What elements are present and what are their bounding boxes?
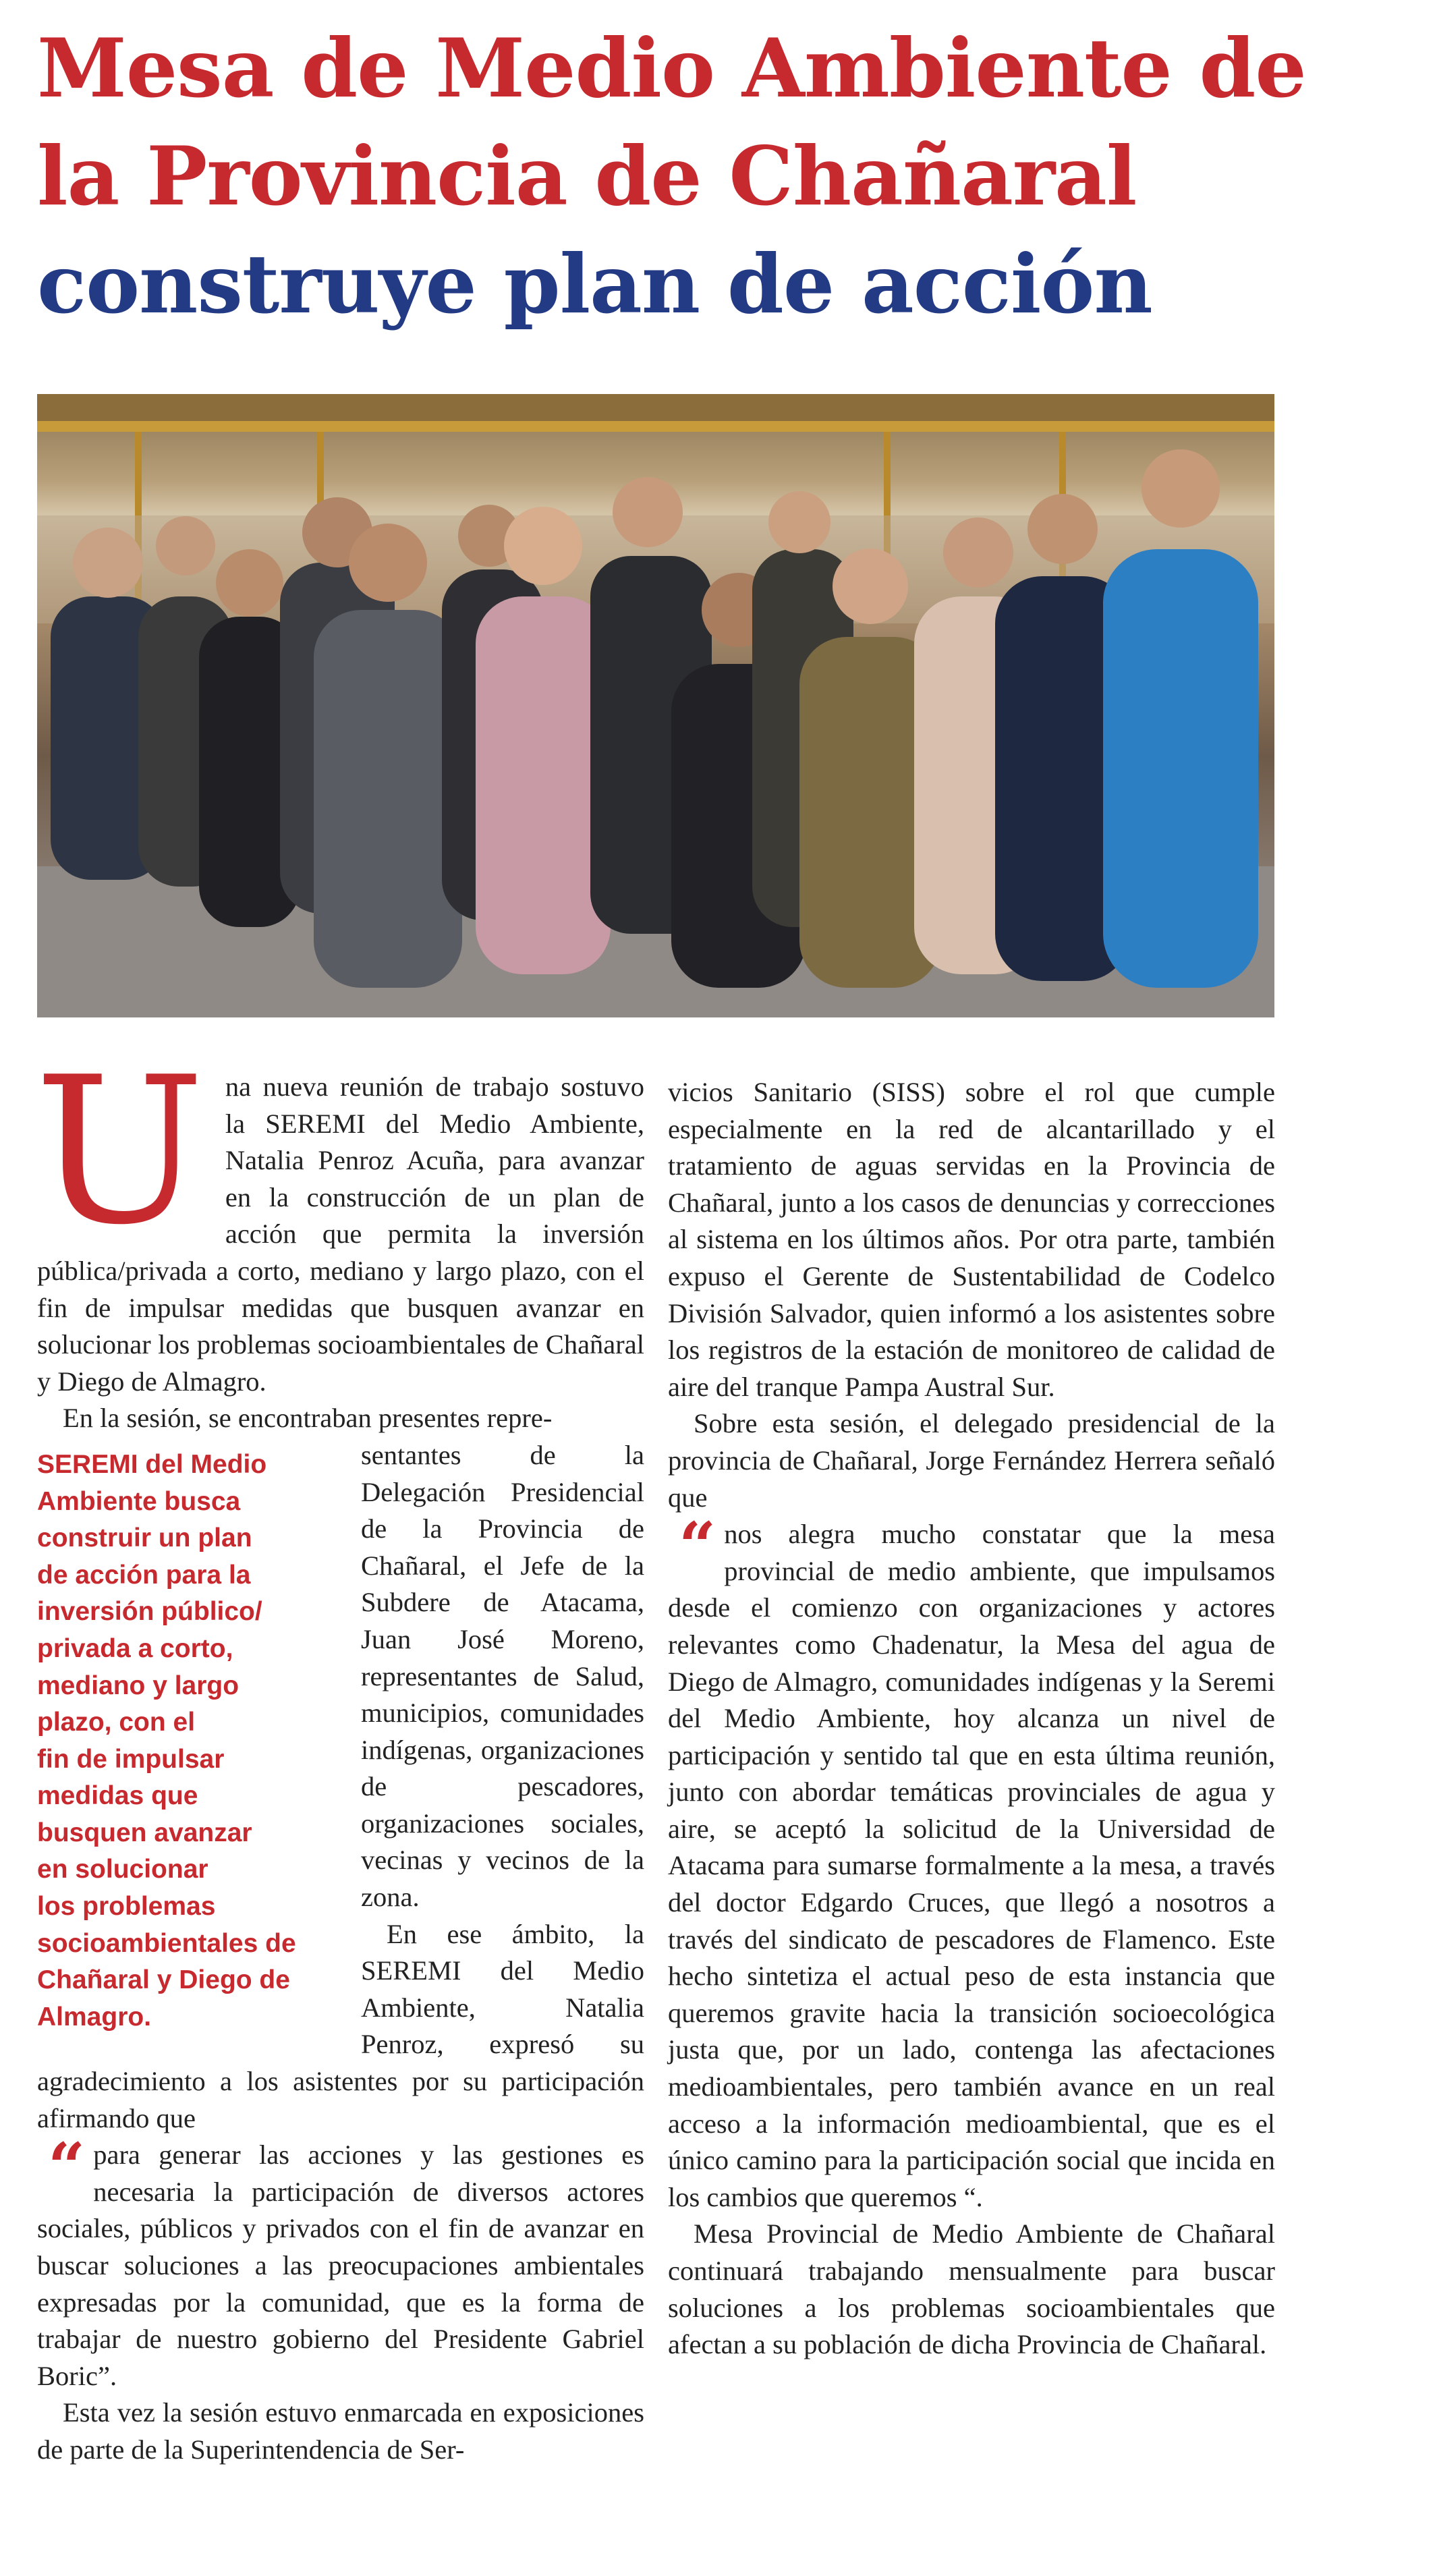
dropcap: U — [34, 1034, 205, 1269]
group-photo-illustration — [37, 394, 1274, 1017]
pull-quote-line: SEREMI del Medio — [37, 1449, 267, 1479]
paragraph-intro: na nueva reunión de trabajo sostuvo la SEREMI del Medio Ambiente, Natalia Penroz Acuña, para avanzar en la construcción de un plan de acción que permita la inversión pública/privada a corto, mediano y largo plazo, con el fin de impulsar medidas que busquen avanzar en solucionar los problemas socioambientales de Chañaral y Diego de Almagro. — [37, 1071, 644, 1397]
pull-quote-line: Almagro. — [37, 2002, 152, 2032]
quote-delegado — [668, 1508, 1275, 2216]
headline-line-2: la Provincia de Chañaral — [37, 129, 1137, 224]
pull-quote-line: Ambiente busca — [37, 1486, 241, 1516]
paragraph-closing: Mesa Provincial de Medio Ambiente de Chañaral continuará trabajando mensualmente para buscar soluciones a los problemas socioambientales que afectan a su población de dicha Provincia de Chañaral. — [668, 2218, 1275, 2360]
pull-quote-line: inversión público/ — [37, 1597, 262, 1627]
column-right — [668, 1074, 1275, 2363]
paragraph-session-lead: En la sesión, se encontraban presentes repre- — [63, 1403, 553, 1434]
pull-quote-line: en solucionar — [37, 1855, 208, 1884]
paragraph-delegado: Sobre esta sesión, el delegado presidencial de la provincia de Chañaral, Jorge Fernández Herrera señaló que — [668, 1408, 1275, 1513]
paragraph-siss: vicios Sanitario (SISS) sobre el rol que cumple especialmente en la red de alcantarillado y el tratamiento de aguas servidas en la Provincia de Chañaral, junto a los casos de denuncias y correcciones al sistema en los últimos años. Por otra parte, también expuso el Gerente de Sustentabilidad de Codelco División Salvador, quien informó a los asistentes sobre los registros de la estación de monitoreo de calidad de aire del tranque Pampa Austral Sur. — [668, 1077, 1275, 1402]
paragraph-seremi: En ese ámbito, la SEREMI del Medio Ambiente, Natalia Penroz, expresó su agradecimiento a los asistentes por su participación afirmando que — [37, 1918, 644, 2133]
column-left — [34, 1034, 644, 2469]
quote-mark: “ — [48, 2129, 86, 2206]
pull-quote-line: socioambientales de — [37, 1928, 296, 1958]
pull-quote-line: privada a corto, — [37, 1633, 233, 1663]
pull-quote-line: de acción para la — [37, 1560, 251, 1590]
pull-quote-line: plazo, con el — [37, 1708, 196, 1737]
quote-delegado-text: nos alegra mucho constatar que la mesa provincial de medio ambiente, que impulsamos desde el comienzo con organizaciones y actores relevantes como Chadenatur, la Mesa del agua de Diego de Almagro, comunidades indígenas y la Seremi del Medio Ambiente, hoy alcanza un nivel de participación y sentido tal que en esta última reunión, junto con abordar temáticas provinciales de agua y aire, se aceptó la solicitud de la Universidad de Atacama para sumarse formalmente a la mesa, a través del doctor Edgardo Cruces, que llegó a nosotros a través del sindicato de pescadores de Flamenco. Este hecho sintetiza el actual peso de esta instancia que queremos gravite hacia la transición socioecológica justa que, por un lado, contenga las afectaciones medioambientales, pero también avance en un real acceso a la información medioambiental, que es el único camino para la participación social que incida en los cambios que queremos “. — [668, 1519, 1275, 2212]
headline-line-3: construye plan de acción — [37, 237, 1152, 332]
paragraph-exposiciones: Esta vez la sesión estuvo enmarcada en exposiciones de parte de la Superintendencia de Ser- — [37, 2397, 644, 2465]
pull-quote-line: los problemas — [37, 1892, 216, 1922]
pull-quote — [37, 1447, 334, 2036]
paragraph-session-rest: sentantes de la Delegación Presidencial de la Provincia de Chañaral, el Jefe de la Subdere de Atacama, Juan José Moreno, representantes de Salud, municipios, comunidades indígenas, organizaciones de pescadores, organizaciones sociales, vecinas y vecinos de la zona. — [361, 1439, 644, 1913]
pull-quote-line: mediano y largo — [37, 1671, 240, 1700]
pull-quote-line: medidas que — [37, 1781, 198, 1811]
pull-quote-line: construir un plan — [37, 1523, 252, 1553]
quote-seremi-text: para generar las acciones y las gestiones es necesaria la participación de diversos actores sociales, públicos y privados con el fin de avanzar en buscar soluciones a las preocupaciones ambientales expresadas por la comunidad, que es la forma de trabajar de nuestro gobierno del Presidente Gabriel Boric”. — [37, 2139, 644, 2391]
pull-quote-line: fin de impulsar — [37, 1744, 225, 1774]
headline-line-1: Mesa de Medio Ambiente de — [37, 21, 1306, 116]
group-photo — [37, 394, 1274, 1017]
headline — [37, 15, 1319, 339]
quote-seremi — [37, 2129, 644, 2395]
quote-mark: “ — [679, 1508, 716, 1585]
pull-quote-line: Chañaral y Diego de — [37, 1965, 290, 1995]
pull-quote-line: busquen avanzar — [37, 1818, 252, 1847]
